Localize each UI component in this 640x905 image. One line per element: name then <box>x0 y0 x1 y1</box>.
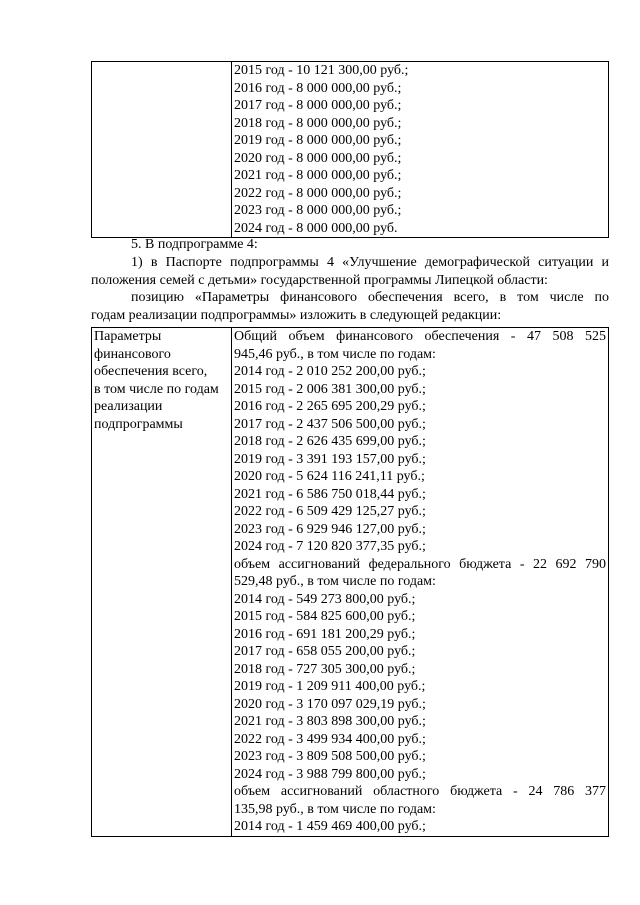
year-amount-line: 2018 год - 727 305 300,00 руб.; <box>234 661 416 677</box>
year-amount-line: 2021 год - 6 586 750 018,44 руб.; <box>234 486 426 502</box>
year-amount-line: 2021 год - 8 000 000,00 руб.; <box>234 168 402 183</box>
year-amount-line: 2017 год - 2 437 506 500,00 руб.; <box>234 416 426 432</box>
regional-funding-years <box>234 818 606 836</box>
total-funding-heading-cont: 945,46 руб., в том числе по годам: <box>234 346 436 362</box>
year-amount-line: 2015 год - 10 121 300,00 руб.; <box>234 63 409 78</box>
regional-funding-heading: объем ассигнований областного бюджета - 24 786 377 <box>234 784 606 799</box>
funding-parameters-table <box>91 327 609 837</box>
paragraph-position-amendment <box>91 289 609 324</box>
year-amount-line: 2020 год - 5 624 116 241,11 руб.; <box>234 469 425 484</box>
federal-funding-heading: объем ассигнований федерального бюджета - 22 692 790 <box>234 556 606 572</box>
year-amount-line: 2024 год - 8 000 000,00 руб. <box>234 220 398 236</box>
year-amount-line: 2016 год - 2 265 695 200,29 руб.; <box>234 399 426 414</box>
year-amount-line: 2014 год - 549 273 800,00 руб.; <box>234 591 416 607</box>
table-cell-parameter-values <box>232 328 609 837</box>
year-amount-line: 2022 год - 6 509 429 125,27 руб.; <box>234 504 426 519</box>
parameter-label-line: подпрограммы <box>94 416 183 432</box>
table-row <box>92 328 609 837</box>
year-amount-line: 2023 год - 3 809 508 500,00 руб.; <box>234 749 426 764</box>
table-row <box>92 62 609 238</box>
parameter-label-line: реализации <box>94 399 163 414</box>
year-amount-line: 2016 год - 8 000 000,00 руб.; <box>234 80 402 96</box>
table-cell-empty <box>92 62 232 238</box>
year-amount-line: 2019 год - 3 391 193 157,00 руб.; <box>234 451 426 467</box>
year-amount-line: 2019 год - 8 000 000,00 руб.; <box>234 133 402 148</box>
year-amount-line: 2018 год - 8 000 000,00 руб.; <box>234 115 402 131</box>
year-amount-line: 2014 год - 1 459 469 400,00 руб.; <box>234 819 426 834</box>
year-amount-line: 2024 год - 3 988 799 800,00 руб.; <box>234 766 426 782</box>
year-amount-line: 2018 год - 2 626 435 699,00 руб.; <box>234 434 426 449</box>
year-amount-line: 2020 год - 3 170 097 029,19 руб.; <box>234 696 426 712</box>
year-amount-line: 2017 год - 658 055 200,00 руб.; <box>234 644 416 659</box>
total-funding-years <box>234 363 606 556</box>
paragraph-section-5 <box>91 236 609 254</box>
year-amount-line: 2019 год - 1 209 911 400,00 руб.; <box>234 679 426 694</box>
paragraph-line: 1) в Паспорте подпрограммы 4 «Улучшение демографической ситуации и <box>131 255 609 270</box>
year-amount-line: 2015 год - 584 825 600,00 руб.; <box>234 609 416 624</box>
parameter-label-line: финансового <box>94 346 171 362</box>
year-amount-line: 2017 год - 8 000 000,00 руб.; <box>234 98 402 113</box>
year-amount-line: 2020 год - 8 000 000,00 руб.; <box>234 150 402 166</box>
federal-funding-years <box>234 591 606 784</box>
parameter-label-line: обеспечения всего, <box>94 364 208 379</box>
table-cell-parameter-label <box>92 328 232 837</box>
year-amount-line: 2023 год - 8 000 000,00 руб.; <box>234 203 402 218</box>
funding-table-continuation <box>91 61 609 238</box>
year-amount-line: 2015 год - 2 006 381 300,00 руб.; <box>234 381 426 397</box>
year-amount-line: 2014 год - 2 010 252 200,00 руб.; <box>234 364 426 379</box>
year-amount-line: 2024 год - 7 120 820 377,35 руб.; <box>234 539 426 554</box>
paragraph-line: позицию «Параметры финансового обеспечения всего, в том числе по <box>131 290 609 305</box>
paragraph-line: 5. В подпрограмме 4: <box>131 237 258 252</box>
year-amount-line: 2021 год - 3 803 898 300,00 руб.; <box>234 714 426 729</box>
parameter-label-line: в том числе по годам <box>94 381 219 397</box>
table-cell-years <box>232 62 609 238</box>
year-amount-line: 2022 год - 8 000 000,00 руб.; <box>234 185 402 201</box>
total-funding-heading: Общий объем финансового обеспечения - 47 508 525 <box>234 329 606 344</box>
paragraph-passport-amendment <box>91 254 609 289</box>
year-amount-line: 2022 год - 3 499 934 400,00 руб.; <box>234 731 426 747</box>
parameter-label-line: Параметры <box>94 329 162 344</box>
year-amount-line: 2023 год - 6 929 946 127,00 руб.; <box>234 521 426 537</box>
paragraph-line: годам реализации подпрограммы» изложить в следующей редакции: <box>91 307 502 323</box>
year-amount-line: 2016 год - 691 181 200,29 руб.; <box>234 626 416 642</box>
paragraph-line: положения семей с детьми» государственной программы Липецкой области: <box>91 272 548 288</box>
regional-funding-heading-cont: 135,98 руб., в том числе по годам: <box>234 801 436 817</box>
federal-funding-heading-cont: 529,48 руб., в том числе по годам: <box>234 574 436 589</box>
